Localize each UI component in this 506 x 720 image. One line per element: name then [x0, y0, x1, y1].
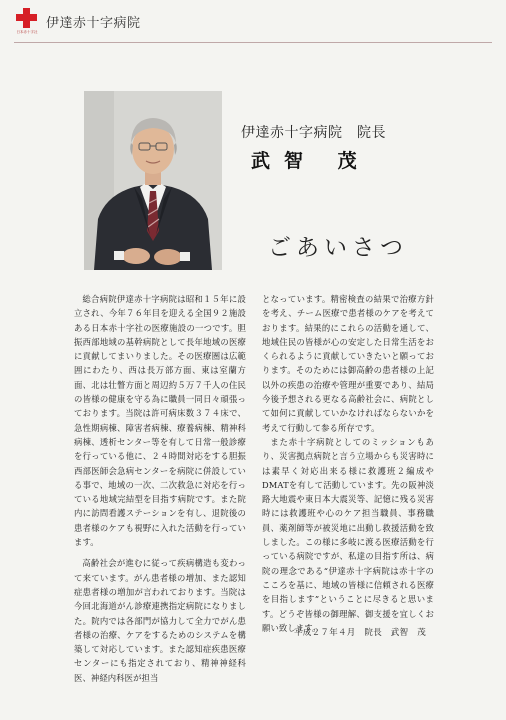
director-portrait — [84, 91, 222, 270]
director-title: 伊達赤十字病院 院長 — [241, 125, 386, 141]
logo-caption: 日本赤十字社 — [16, 30, 38, 34]
hospital-name: 伊達赤十字病院 — [46, 16, 141, 31]
greeting-heading: ごあいさつ — [268, 235, 408, 261]
body-paragraph: また赤十字病院としてのミッションもあり、災害拠点病院と言う立場からも災害時には素早く対応出来る様に救護班２編成やDMATを有して活動しています。先の阪神淡路大地震や東日本大震災等、記憶に残る災害時には救護班や心のケア担当職員、事務職員、薬剤師等が被災地に出動し救援活動を致しました。この様に多岐に渡る医療活動を行っている病院ですが、私達の目指す所は、病院の理念である“伊達赤十字病院は赤十字のこころを基に、地域の皆様に信頼される医療を目指します”ということに尽きると思います。どうぞ皆様の御理解、御支援を宜しくお願い致します。 — [262, 436, 434, 633]
director-name: 武智 茂 — [251, 150, 371, 172]
body-column-right — [262, 292, 434, 635]
header — [0, 0, 506, 44]
header-divider — [14, 42, 492, 43]
red-cross-icon — [16, 8, 38, 38]
body-column-left — [74, 292, 246, 685]
body-paragraph: となっています。精密検査の結果で治療方針を考え、チーム医療で患者様のケアを考えております。結果的にこれらの活動を通して、地域住民の皆様が心の安定した日常生活をおくられるように貢献していきたいと願っております。そのためには御高齢の患者様の上記以外の疾患の治療や管理が重要であり、結局今後予想される更なる高齢社会に、病院として如何に貢献していかなければならないかを考えて行動して参る所存です。 — [262, 294, 434, 433]
signature-line: 平成２７年４月 院長 武智 茂 — [294, 628, 427, 638]
body-paragraph: 高齢社会が進むに従って疾病構造も変わって来ています。がん患者様の増加、また認知症患者様の増加が言われております。当院は今回北海道がん診療連携指定病院になりました。院内では各部門が協力して全力でがん患者様の治療、ケアをするためのシステムを構築して対応しています。また認知症疾患医療センターにも指定されており、精神神経科医、神経内科医が担当 — [74, 558, 246, 683]
body-paragraph: 総合病院伊達赤十字病院は昭和１５年に設立され、今年７６年目を迎える全国９２施設ある日本赤十字社の医療施設の一つです。胆振西部地域の基幹病院として長年地域の医療に貢献してまいりました。その医療圏は広範囲にわたり、西は長万部方面、東は室蘭方面、北は壮瞥方面と周辺約５万７千人の住民の皆様の健康を守る為に職員一同日々頑張っております。当院は許可病床数３７４床で、急性期病棟、障害者病棟、療養病棟、精神科病棟、透析センター等を有して日常一般診療を行っている他に、２４時間対応をする胆振西部医師会急病センターを病院に併設している事で、地域の一次、二次救急に対応を行っている地域完結型を目指す病院です。また院内に訪問看護ステーションを有し、退院後の患者様のケアも視野に入れた活動を行っています。 — [74, 294, 246, 548]
